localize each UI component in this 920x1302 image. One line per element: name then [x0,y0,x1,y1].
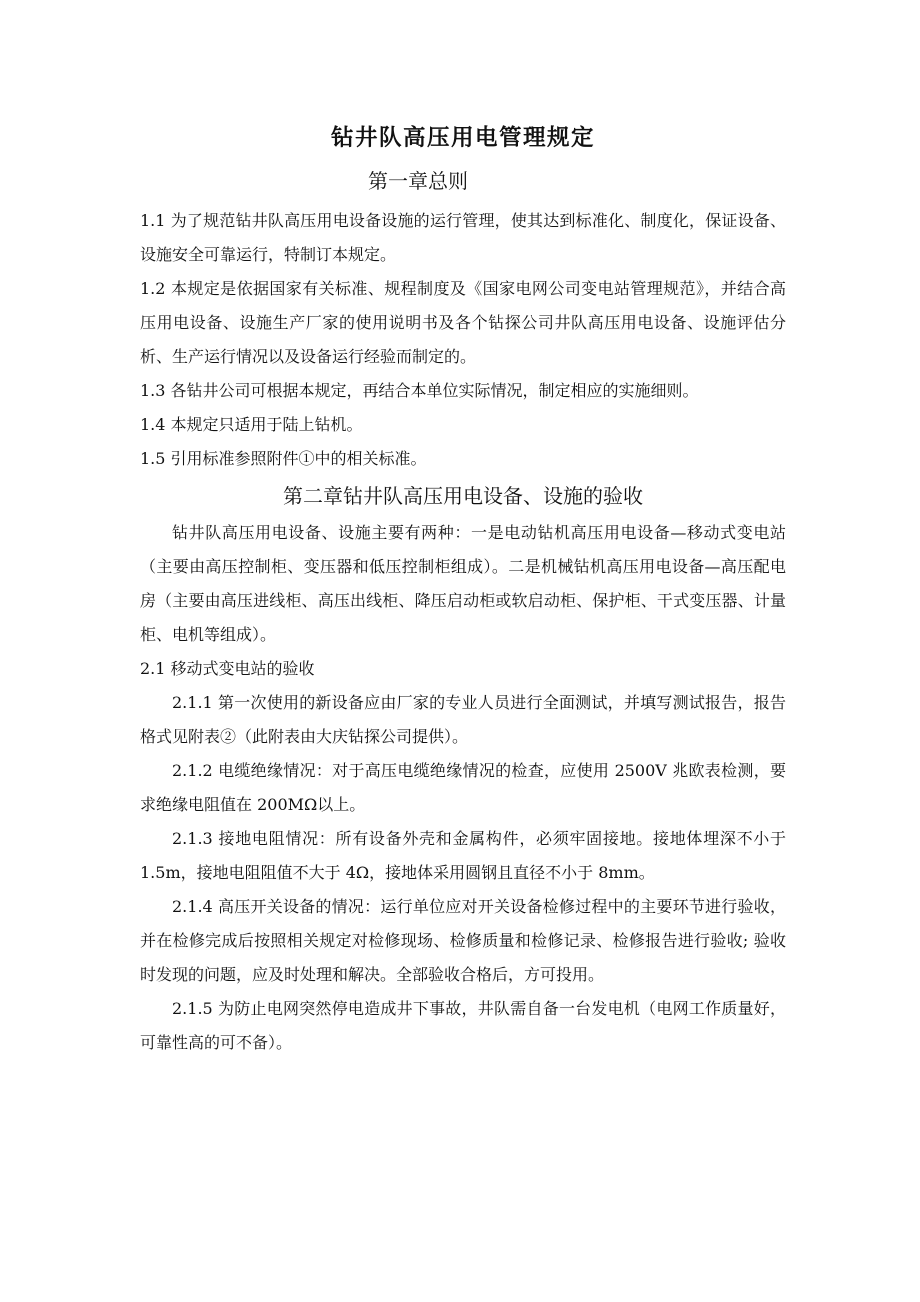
document-title: 钻井队高压用电管理规定 [330,125,595,151]
clause-2-1-3: 2.1.3 接地电阻情况：所有设备外壳和金属构件，必须牢固接地。接地体埋深不小于 1.5m，接地电阻阻值不大于 4Ω，接地体采用圆钢且直径不小于 8mm。 [140,829,786,882]
clause-1-5: 1.5 引用标准参照附件①中的相关标准。 [140,449,427,468]
chapter-2-intro: 钻井队高压用电设备、设施主要有两种：一是电动钻机高压用电设备—移动式变电站（主要由高压控制柜、变压器和低压控制柜组成）。二是机械钻机高压用电设备—高压配电房（主要由高压进线柜、高压出线柜、降压启动柜或软启动柜、保护柜、干式变压器、计量柜、电机等组成）。 [140,523,786,644]
clause-1-3: 1.3 各钻井公司可根据本规定，再结合本单位实际情况，制定相应的实施细则。 [140,381,699,400]
clause-1-1: 1.1 为了规范钻井队高压用电设备设施的运行管理，使其达到标准化、制度化，保证设备、设施安全可靠运行，特制订本规定。 [140,211,786,264]
clause-2-1-4: 2.1.4 高压开关设备的情况：运行单位应对开关设备检修过程中的主要环节进行验收，并在检修完成后按照相关规定对检修现场、检修质量和检修记录、检修报告进行验收; 验收时发现的问题，应及时处理和解决。全部验收合格后，方可投用。 [140,897,786,984]
clause-2-1-1: 2.1.1 第一次使用的新设备应由厂家的专业人员进行全面测试，并填写测试报告，报告格式见附表②（此附表由大庆钻探公司提供）。 [140,693,786,746]
clause-1-4: 1.4 本规定只适用于陆上钻机。 [140,415,363,434]
clause-2-1-5: 2.1.5 为防止电网突然停电造成井下事故，井队需自备一台发电机（电网工作质量好，可靠性高的可不备）。 [140,999,786,1052]
chapter-1-heading: 第一章总则 [368,169,468,193]
section-2-1-heading: 2.1 移动式变电站的验收 [140,659,315,678]
chapter-2-heading: 第二章钻井队高压用电设备、设施的验收 [283,484,643,508]
document-body [140,118,786,1060]
clause-2-1-2: 2.1.2 电缆绝缘情况：对于高压电缆绝缘情况的检查，应使用 2500V 兆欧表检测，要求绝缘电阻值在 200MΩ以上。 [140,761,786,814]
clause-1-2: 1.2 本规定是依据国家有关标准、规程制度及《国家电网公司变电站管理规范》，并结合高压用电设备、设施生产厂家的使用说明书及各个钻探公司井队高压用电设备、设施评估分析、生产运行情况以及设备运行经验而制定的。 [140,279,786,366]
